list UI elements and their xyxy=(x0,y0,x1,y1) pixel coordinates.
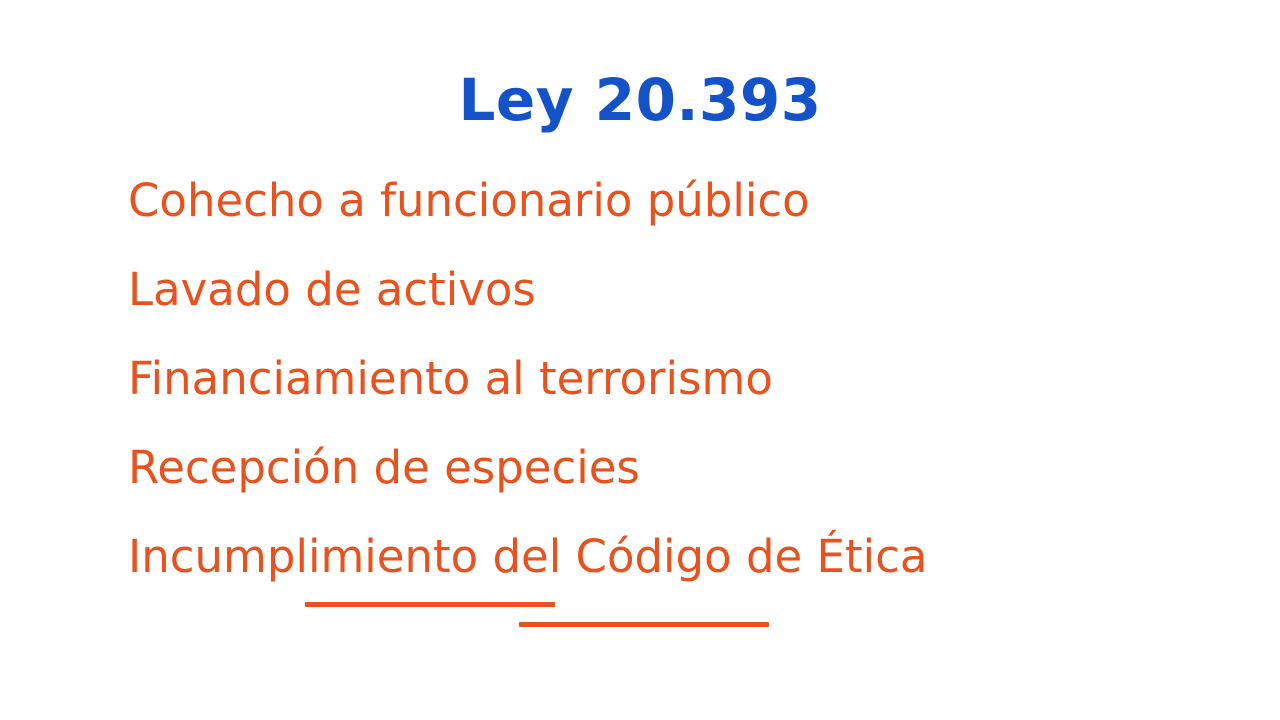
page-title: Ley 20.393 xyxy=(458,66,822,134)
underline-stroke-2 xyxy=(519,622,769,627)
underline-stroke-1 xyxy=(305,602,555,607)
list-item: Incumplimiento del Código de Ética xyxy=(128,530,928,583)
list-item: Cohecho a funcionario público xyxy=(128,174,810,227)
list-item: Lavado de activos xyxy=(128,263,536,316)
list-item: Recepción de especies xyxy=(128,441,640,494)
bullet-list xyxy=(128,174,1188,583)
list-item: Financiamiento al terrorismo xyxy=(128,352,773,405)
